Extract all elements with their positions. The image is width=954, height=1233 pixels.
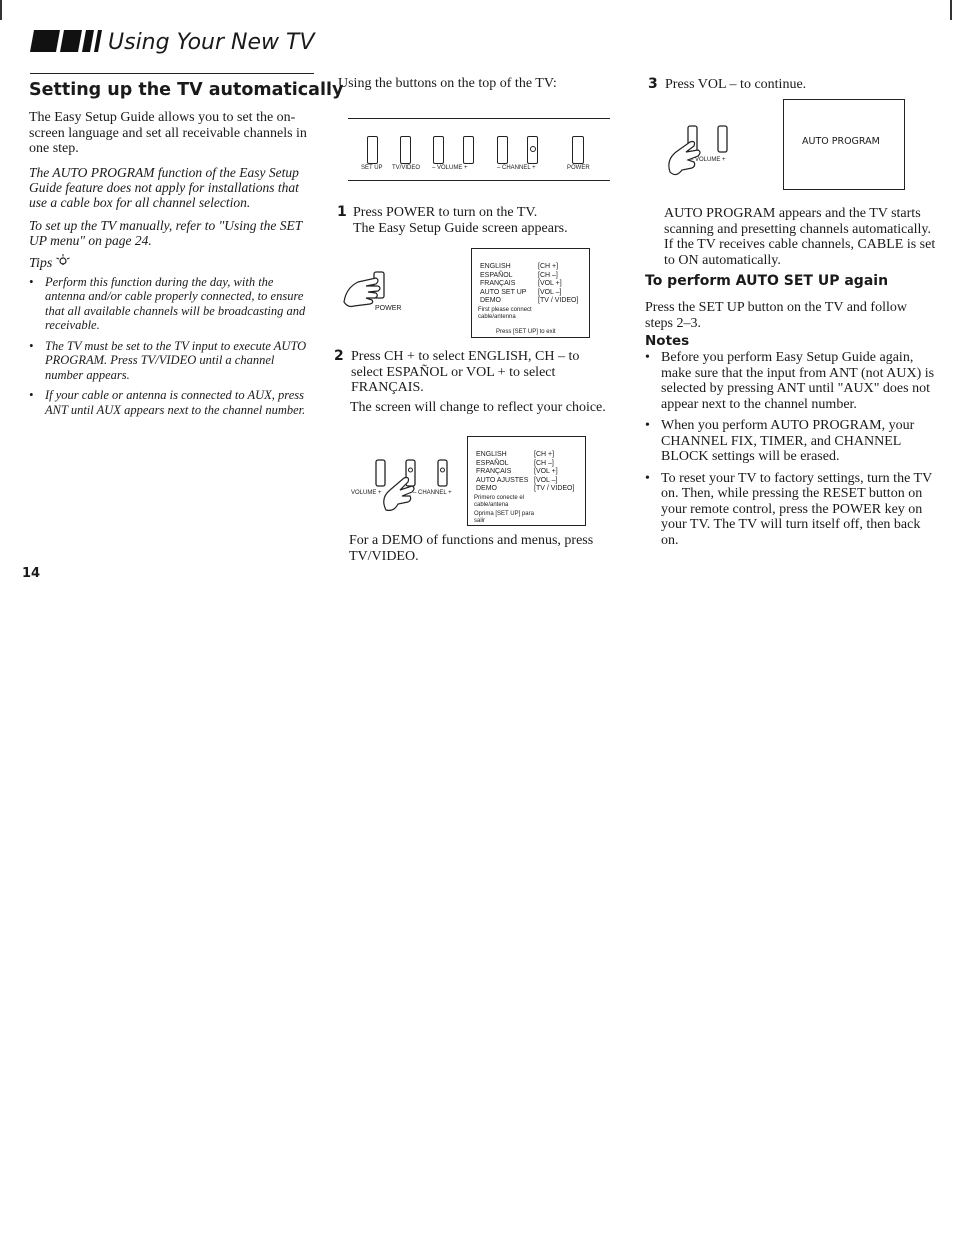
tv-video-button-diagram xyxy=(400,136,411,164)
auto-program-screen xyxy=(783,99,905,190)
step-2-result: The screen will change to reflect your choice. xyxy=(350,400,606,415)
note-text: When you perform AUTO PROGRAM, your CHANNEL FIX, TIMER, and CHANNEL BLOCK settings will be erased. xyxy=(661,418,915,464)
menu-row xyxy=(476,485,574,494)
tip-text: If your cable or antenna is connected to AUX, press ANT until AUX appears next to the channel number. xyxy=(45,388,306,417)
menu-option: ESPAÑOL xyxy=(476,459,509,467)
menu-key: [CH +] xyxy=(538,263,559,270)
menu-row xyxy=(476,468,574,477)
menu-key: [VOL –] xyxy=(534,476,558,484)
menu-option: AUTO SET UP xyxy=(480,288,527,296)
menu-key: [TV / VIDEO] xyxy=(538,297,579,304)
tip-text: The TV must be set to the TV input to execute AUTO PROGRAM. Press TV/VIDEO until a channel number appears. xyxy=(45,338,307,382)
bullet-dot: • xyxy=(645,470,650,486)
button-label: TV/VIDEO xyxy=(392,165,421,171)
bullet-dot: • xyxy=(645,418,650,433)
subheading-text: Press the SET UP button on the TV and follow steps 2–3. xyxy=(645,300,907,331)
power-button-diagram xyxy=(572,136,584,164)
bullet-dot: • xyxy=(29,274,34,289)
hand-pressing-icon xyxy=(348,450,458,521)
setup-button-diagram xyxy=(367,136,378,164)
bullet-dot: • xyxy=(645,350,650,365)
auto-program-text: AUTO PROGRAM appears and the TV starts scanning and presetting channels automatically. If the TV receives cable channels, CABLE is set to ON automatically. xyxy=(664,206,936,268)
volume-plus-button-diagram xyxy=(463,136,474,164)
section-title: Using Your New TV xyxy=(108,30,315,55)
heading-rule xyxy=(30,73,314,74)
step-1-text: Press POWER to turn on the TV. xyxy=(353,205,538,220)
bullet-dot: • xyxy=(29,338,34,353)
tip-item xyxy=(29,275,315,333)
volume-minus-button-diagram xyxy=(433,136,444,164)
tips-label: Tips xyxy=(29,255,53,271)
tip-item xyxy=(29,388,315,417)
tips-heading xyxy=(29,254,315,273)
menu-option: DEMO xyxy=(476,485,497,492)
step-number: 3 xyxy=(648,76,658,92)
menu-row xyxy=(476,460,574,469)
tip-item xyxy=(29,339,315,383)
menu-row xyxy=(480,263,578,272)
menu-key: [VOL –] xyxy=(538,288,562,296)
hand-pressing-icon xyxy=(664,122,744,183)
bullet-dot: • xyxy=(29,388,34,402)
lightbulb-icon xyxy=(56,254,70,273)
left-column xyxy=(29,110,315,417)
notes-list xyxy=(645,350,937,548)
auto-program-note: The AUTO PROGRAM function of the Easy Setup Guide feature does not apply for installations that use a cable box for all channel selection. xyxy=(29,164,299,210)
easy-setup-screen-spanish xyxy=(467,436,586,526)
button-label: – VOLUME + xyxy=(432,165,468,171)
channel-minus-button-diagram xyxy=(497,136,508,164)
note-text: Before you perform Easy Setup Guide again, make sure that the input from ANT (not AUX) is selected by pressing ANT until "AUX" does not appear next to the channel number. xyxy=(661,350,935,412)
page-heading: Setting up the TV automatically xyxy=(29,80,344,100)
subheading: To perform AUTO SET UP again xyxy=(645,273,889,289)
button-dot xyxy=(530,146,536,152)
channel-label: – CHANNEL + xyxy=(413,490,452,496)
menu-row xyxy=(480,289,578,298)
easy-setup-screen-english xyxy=(471,248,590,338)
intro-text: The Easy Setup Guide allows you to set the on-screen language and set all receivable channels in one step. xyxy=(29,110,307,156)
menu-key: [TV / VIDEO] xyxy=(534,485,575,492)
power-label: POWER xyxy=(375,305,402,312)
menu-option: ENGLISH xyxy=(480,263,511,270)
menu-option: DEMO xyxy=(480,297,501,304)
exit-message: Oprima [SET UP] para salir xyxy=(474,511,534,524)
step-number: 1 xyxy=(337,204,347,220)
note-item xyxy=(645,471,937,549)
step-1-result: The Easy Setup Guide screen appears. xyxy=(353,221,568,236)
note-item xyxy=(645,418,937,465)
page-number: 14 xyxy=(22,566,41,581)
step-3-text: Press VOL – to continue. xyxy=(665,77,807,92)
button-label: POWER xyxy=(567,165,590,171)
note-text: To reset your TV to factory settings, turn the TV on. Then, while pressing the RESET button on your remote control, press the POWER key on your TV. The TV will turn itself off, then back on. xyxy=(661,470,932,548)
menu-row xyxy=(480,280,578,289)
menu-option: FRANÇAIS xyxy=(480,280,516,287)
hand-pressing-icon xyxy=(340,268,400,323)
volume-label: VOLUME + xyxy=(351,490,382,496)
exit-message: Press [SET UP] to exit xyxy=(496,329,556,335)
menu-key: [VOL +] xyxy=(538,280,562,287)
button-label: SET UP xyxy=(361,165,383,171)
menu-key: [CH –] xyxy=(534,459,554,467)
menu-option: ESPAÑOL xyxy=(480,271,513,279)
top-left-rule xyxy=(0,0,2,20)
notes-label: Notes xyxy=(645,333,690,349)
menu-key: [CH –] xyxy=(538,271,558,279)
menu-row xyxy=(476,477,574,486)
step-2-text: Press CH + to select ENGLISH, CH – to select ESPAÑOL or VOL + to select FRANÇAIS. xyxy=(351,349,580,395)
menu-option: FRANÇAIS xyxy=(476,468,512,475)
menu-key: [CH +] xyxy=(534,451,555,458)
buttons-rule-bottom xyxy=(348,180,610,181)
menu-key: [VOL +] xyxy=(534,468,558,475)
auto-program-label: AUTO PROGRAM xyxy=(802,136,880,147)
menu-row xyxy=(480,272,578,281)
button-label: – CHANNEL + xyxy=(497,165,536,171)
menu-row xyxy=(480,297,578,306)
buttons-rule-top xyxy=(348,118,610,119)
connect-message: First please connect cable/antenna xyxy=(478,307,532,320)
header-bars xyxy=(28,30,102,52)
note-item xyxy=(645,350,937,412)
volume-label: – VOLUME + xyxy=(690,157,726,163)
menu-row xyxy=(476,451,574,460)
demo-text: For a DEMO of functions and menus, press TV/VIDEO. xyxy=(349,533,594,564)
buttons-caption: Using the buttons on the top of the TV: xyxy=(338,76,557,91)
menu-option: ENGLISH xyxy=(476,451,507,458)
top-right-rule xyxy=(950,0,952,20)
manual-setup-note: To set up the TV manually, refer to "Using the SET UP menu" on page 24. xyxy=(29,217,303,248)
connect-message: Primero conecte el cable/antena xyxy=(474,495,525,508)
tip-text: Perform this function during the day, with the antenna and/or cable properly connected, to ensure that all available channels will be broadcasting and receivable. xyxy=(45,274,306,332)
step-number: 2 xyxy=(334,348,344,364)
menu-option: AUTO AJUSTES xyxy=(476,476,529,484)
